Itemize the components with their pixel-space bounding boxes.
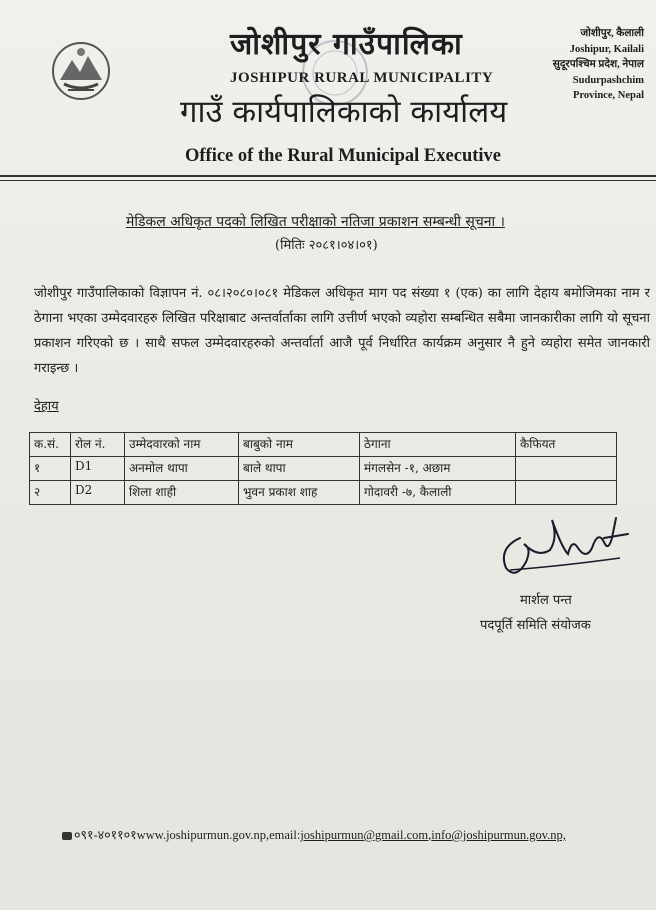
table-cell: बाले थापा <box>239 457 360 481</box>
phone-icon <box>62 832 72 840</box>
notice-body: जोशीपुर गाउँपालिकाको विज्ञापन नं. ०८।२०८०।०८१ मेडिकल अधिकृत माग पद संख्या १ (एक) का लागि देहाय बमोजिमका नाम र ठेगाना भएका उम्मेदवारहरु लिखित परिक्षाबाट अन्तर्वार्ताका लागि उत्तीर्ण भएको व्यहोरा सम्बन्धित सबैमा जानकारीका लागि यो सूचना प्रकाशन गरिएको छ । साथै सफल उम्मेदवारहरुको अन्तर्वार्ता आजै पूर्व निर्धारित कार्यक्रम अनुसार नै हुने व्यहोरा समेत जानकारी गराइन्छ । <box>34 286 650 376</box>
notice-date: (मितिः २०८१।०४।०१) <box>275 238 378 253</box>
table-cell: D2 <box>71 481 125 505</box>
signatory-name: मार्शल पन्त <box>520 593 572 608</box>
footer-email-2[interactable]: info@joshipurmun.gov.np, <box>431 828 566 842</box>
footer-contact <box>62 826 566 843</box>
address-line: Sudurpashchim <box>572 74 644 86</box>
table-cell: अनमोल थापा <box>125 457 239 481</box>
table-header-cell: ठेगाना <box>360 433 516 457</box>
table-cell <box>516 481 617 505</box>
header-divider <box>0 175 656 177</box>
footer-phone: ०९१-४०११०१ <box>74 828 137 842</box>
address-block <box>553 26 644 104</box>
notice-title: मेडिकल अधिकृत पदको लिखित परीक्षाको नतिजा प्रकाशन सम्बन्धी सूचना । <box>126 214 505 230</box>
address-line: जोशीपुर, कैलाली <box>580 28 644 39</box>
table-header-cell: कैफियत <box>516 433 617 457</box>
table-cell: २ <box>30 481 71 505</box>
table-cell: मंगलसेन -१, अछाम <box>360 457 516 481</box>
table-cell <box>516 457 617 481</box>
footer-email-1[interactable]: joshipurmun@gmail.com <box>300 828 429 842</box>
municipality-title-en: JOSHIPUR RURAL MUNICIPALITY <box>230 70 494 86</box>
dehay-label: देहाय <box>34 399 59 414</box>
office-title-np: गाउँ कार्यपालिकाको कार्यालय <box>180 94 508 130</box>
table-cell: शिला शाही <box>125 481 239 505</box>
footer-separator: , <box>428 828 432 842</box>
municipality-title-np: जोशीपुर गाउँपालिका <box>230 27 463 62</box>
signature-icon <box>492 508 632 588</box>
header-divider-thin <box>0 180 656 181</box>
table-header-cell: क.सं. <box>30 433 71 457</box>
table-header-cell: उम्मेदवारको नाम <box>125 433 239 457</box>
footer-website[interactable]: www.joshipurmun.gov.np,email: <box>136 828 301 842</box>
table-cell: गोदावरी -७, कैलाली <box>360 481 516 505</box>
address-line: Province, Nepal <box>573 90 644 101</box>
table-header-cell: बाबुको नाम <box>239 433 360 457</box>
table-cell: भुवन प्रकाश शाह <box>239 481 360 505</box>
table-row <box>30 457 617 481</box>
office-title-en: Office of the Rural Municipal Executive <box>185 146 501 166</box>
table-header-cell: रोल नं. <box>71 433 125 457</box>
address-line: सुदूरपश्चिम प्रदेश, नेपाल <box>552 59 644 70</box>
table-header-row <box>30 433 617 457</box>
address-line: Joshipur, Kailali <box>569 43 644 55</box>
table-cell: D1 <box>71 457 125 481</box>
table-cell: १ <box>30 457 71 481</box>
results-table <box>29 432 617 505</box>
nepal-emblem-icon <box>50 40 112 102</box>
table-row <box>30 481 617 505</box>
signatory-role: पदपूर्ति समिति संयोजक <box>480 618 591 633</box>
